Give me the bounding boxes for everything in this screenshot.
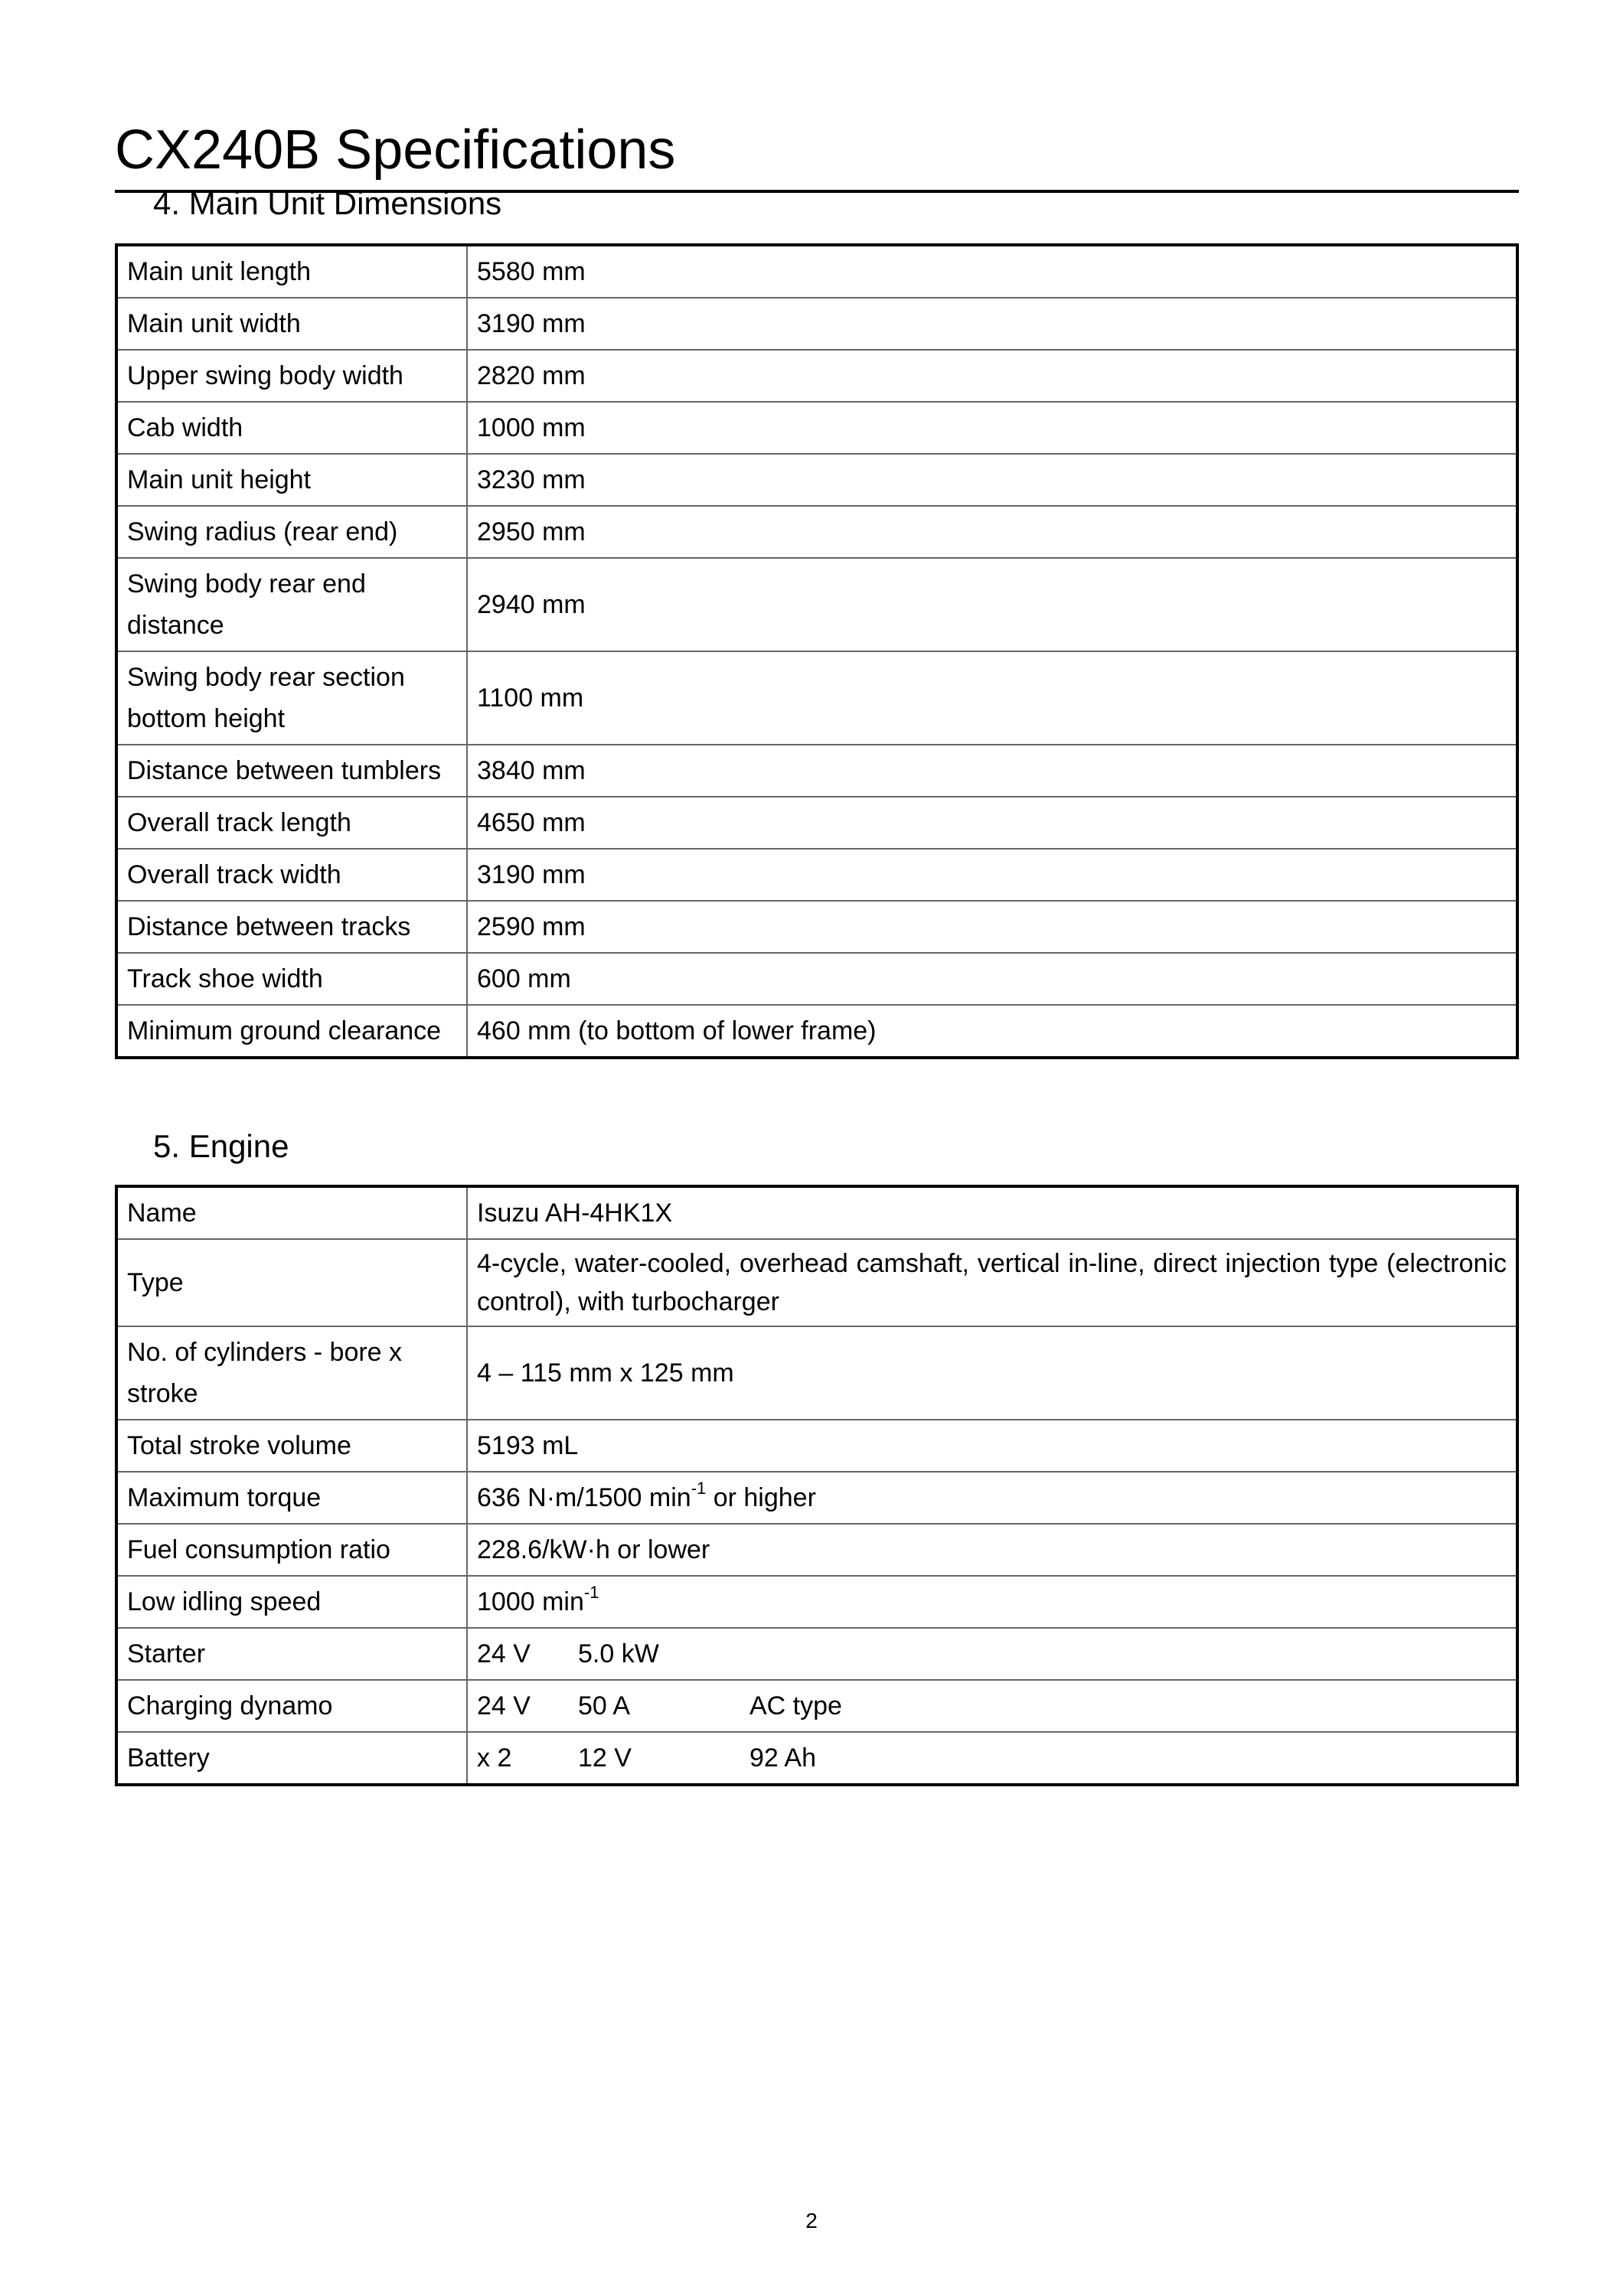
spec-label: Track shoe width xyxy=(116,953,467,1005)
table-row xyxy=(116,1420,1517,1472)
spec-label: Low idling speed xyxy=(116,1576,467,1628)
spec-label: Charging dynamo xyxy=(116,1680,467,1732)
table-row xyxy=(116,1472,1517,1524)
table-row xyxy=(116,1576,1517,1628)
dimensions-table xyxy=(115,243,1519,1059)
starter-power: 5.0 kW xyxy=(578,1639,659,1668)
torque-exponent: -1 xyxy=(691,1479,707,1498)
spec-value: 3840 mm xyxy=(467,745,1517,797)
table-row xyxy=(116,901,1517,953)
spec-label: Battery xyxy=(116,1732,467,1785)
battery-voltage: 12 V xyxy=(578,1743,632,1773)
engine-table xyxy=(115,1185,1519,1786)
spec-value xyxy=(467,1680,1517,1732)
spec-label: Maximum torque xyxy=(116,1472,467,1524)
dynamo-current: 50 A xyxy=(578,1691,631,1720)
spec-value: 5193 mL xyxy=(467,1420,1517,1472)
spec-value: 3230 mm xyxy=(467,454,1517,506)
table-row xyxy=(116,1186,1517,1239)
table-row xyxy=(116,350,1517,402)
spec-value: 228.6/kW·h or lower xyxy=(467,1524,1517,1576)
spec-label: Swing body rear section bottom height xyxy=(116,651,467,745)
table-row xyxy=(116,953,1517,1005)
spec-value: 3190 mm xyxy=(467,298,1517,350)
spec-value: 2820 mm xyxy=(467,350,1517,402)
table-row xyxy=(116,1680,1517,1732)
spec-value: Isuzu AH-4HK1X xyxy=(467,1186,1517,1239)
battery-capacity: 92 Ah xyxy=(749,1743,816,1773)
table-row xyxy=(116,558,1517,651)
spec-label: Main unit width xyxy=(116,298,467,350)
table-row xyxy=(116,506,1517,558)
spec-label: Main unit height xyxy=(116,454,467,506)
page-title: CX240B Specifications xyxy=(115,113,1519,193)
page-number: 2 xyxy=(805,2209,818,2232)
table-row xyxy=(116,454,1517,506)
spec-value: 3190 mm xyxy=(467,849,1517,901)
spec-value: 2940 mm xyxy=(467,558,1517,651)
spec-label: Cab width xyxy=(116,402,467,454)
table-row xyxy=(116,1326,1517,1420)
starter-voltage: 24 V xyxy=(477,1639,531,1668)
dimensions-table-body xyxy=(116,245,1517,1058)
table-row xyxy=(116,245,1517,298)
spec-label: Total stroke volume xyxy=(116,1420,467,1472)
table-row xyxy=(116,1005,1517,1058)
spec-label: Swing body rear end distance xyxy=(116,558,467,651)
spec-label: Fuel consumption ratio xyxy=(116,1524,467,1576)
spec-label: Name xyxy=(116,1186,467,1239)
idle-exponent: -1 xyxy=(583,1583,599,1602)
spec-label: Distance between tumblers xyxy=(116,745,467,797)
table-row xyxy=(116,1524,1517,1576)
table-row xyxy=(116,1239,1517,1326)
torque-value: 636 N·m/1500 min xyxy=(477,1483,691,1512)
spec-value xyxy=(467,1732,1517,1785)
table-row xyxy=(116,1732,1517,1785)
table-row xyxy=(116,1628,1517,1680)
table-row xyxy=(116,651,1517,745)
torque-suffix: or higher xyxy=(706,1483,816,1512)
spec-value xyxy=(467,1628,1517,1680)
spec-value: 4-cycle, water-cooled, overhead camshaft, vertical in-line, direct injection type (electronic control), with turbocharger xyxy=(467,1239,1517,1326)
idle-value: 1000 min xyxy=(477,1587,584,1616)
spec-value xyxy=(467,1576,1517,1628)
spec-value: 5580 mm xyxy=(467,245,1517,298)
table-row xyxy=(116,849,1517,901)
spec-label: Starter xyxy=(116,1628,467,1680)
battery-count: x 2 xyxy=(477,1743,512,1773)
table-row xyxy=(116,745,1517,797)
spec-value: 600 mm xyxy=(467,953,1517,1005)
table-row xyxy=(116,797,1517,849)
spec-label: Overall track width xyxy=(116,849,467,901)
spec-value: 1100 mm xyxy=(467,651,1517,745)
spec-label: Main unit length xyxy=(116,245,467,298)
spec-value xyxy=(467,1472,1517,1524)
spec-label: Minimum ground clearance xyxy=(116,1005,467,1058)
dynamo-type: AC type xyxy=(749,1691,842,1720)
spec-value: 2590 mm xyxy=(467,901,1517,953)
spec-label: Swing radius (rear end) xyxy=(116,506,467,558)
spec-value: 4 – 115 mm x 125 mm xyxy=(467,1326,1517,1420)
section-heading-dimensions: 4. Main Unit Dimensions xyxy=(153,185,502,221)
spec-label: Overall track length xyxy=(116,797,467,849)
spec-value: 4650 mm xyxy=(467,797,1517,849)
section-heading-engine: 5. Engine xyxy=(153,1128,289,1164)
spec-label: Upper swing body width xyxy=(116,350,467,402)
spec-value: 460 mm (to bottom of lower frame) xyxy=(467,1005,1517,1058)
table-row xyxy=(116,402,1517,454)
spec-label: Distance between tracks xyxy=(116,901,467,953)
spec-label: Type xyxy=(116,1239,467,1326)
dynamo-voltage: 24 V xyxy=(477,1691,531,1720)
spec-value: 2950 mm xyxy=(467,506,1517,558)
table-row xyxy=(116,298,1517,350)
spec-value: 1000 mm xyxy=(467,402,1517,454)
spec-label: No. of cylinders - bore x stroke xyxy=(116,1326,467,1420)
